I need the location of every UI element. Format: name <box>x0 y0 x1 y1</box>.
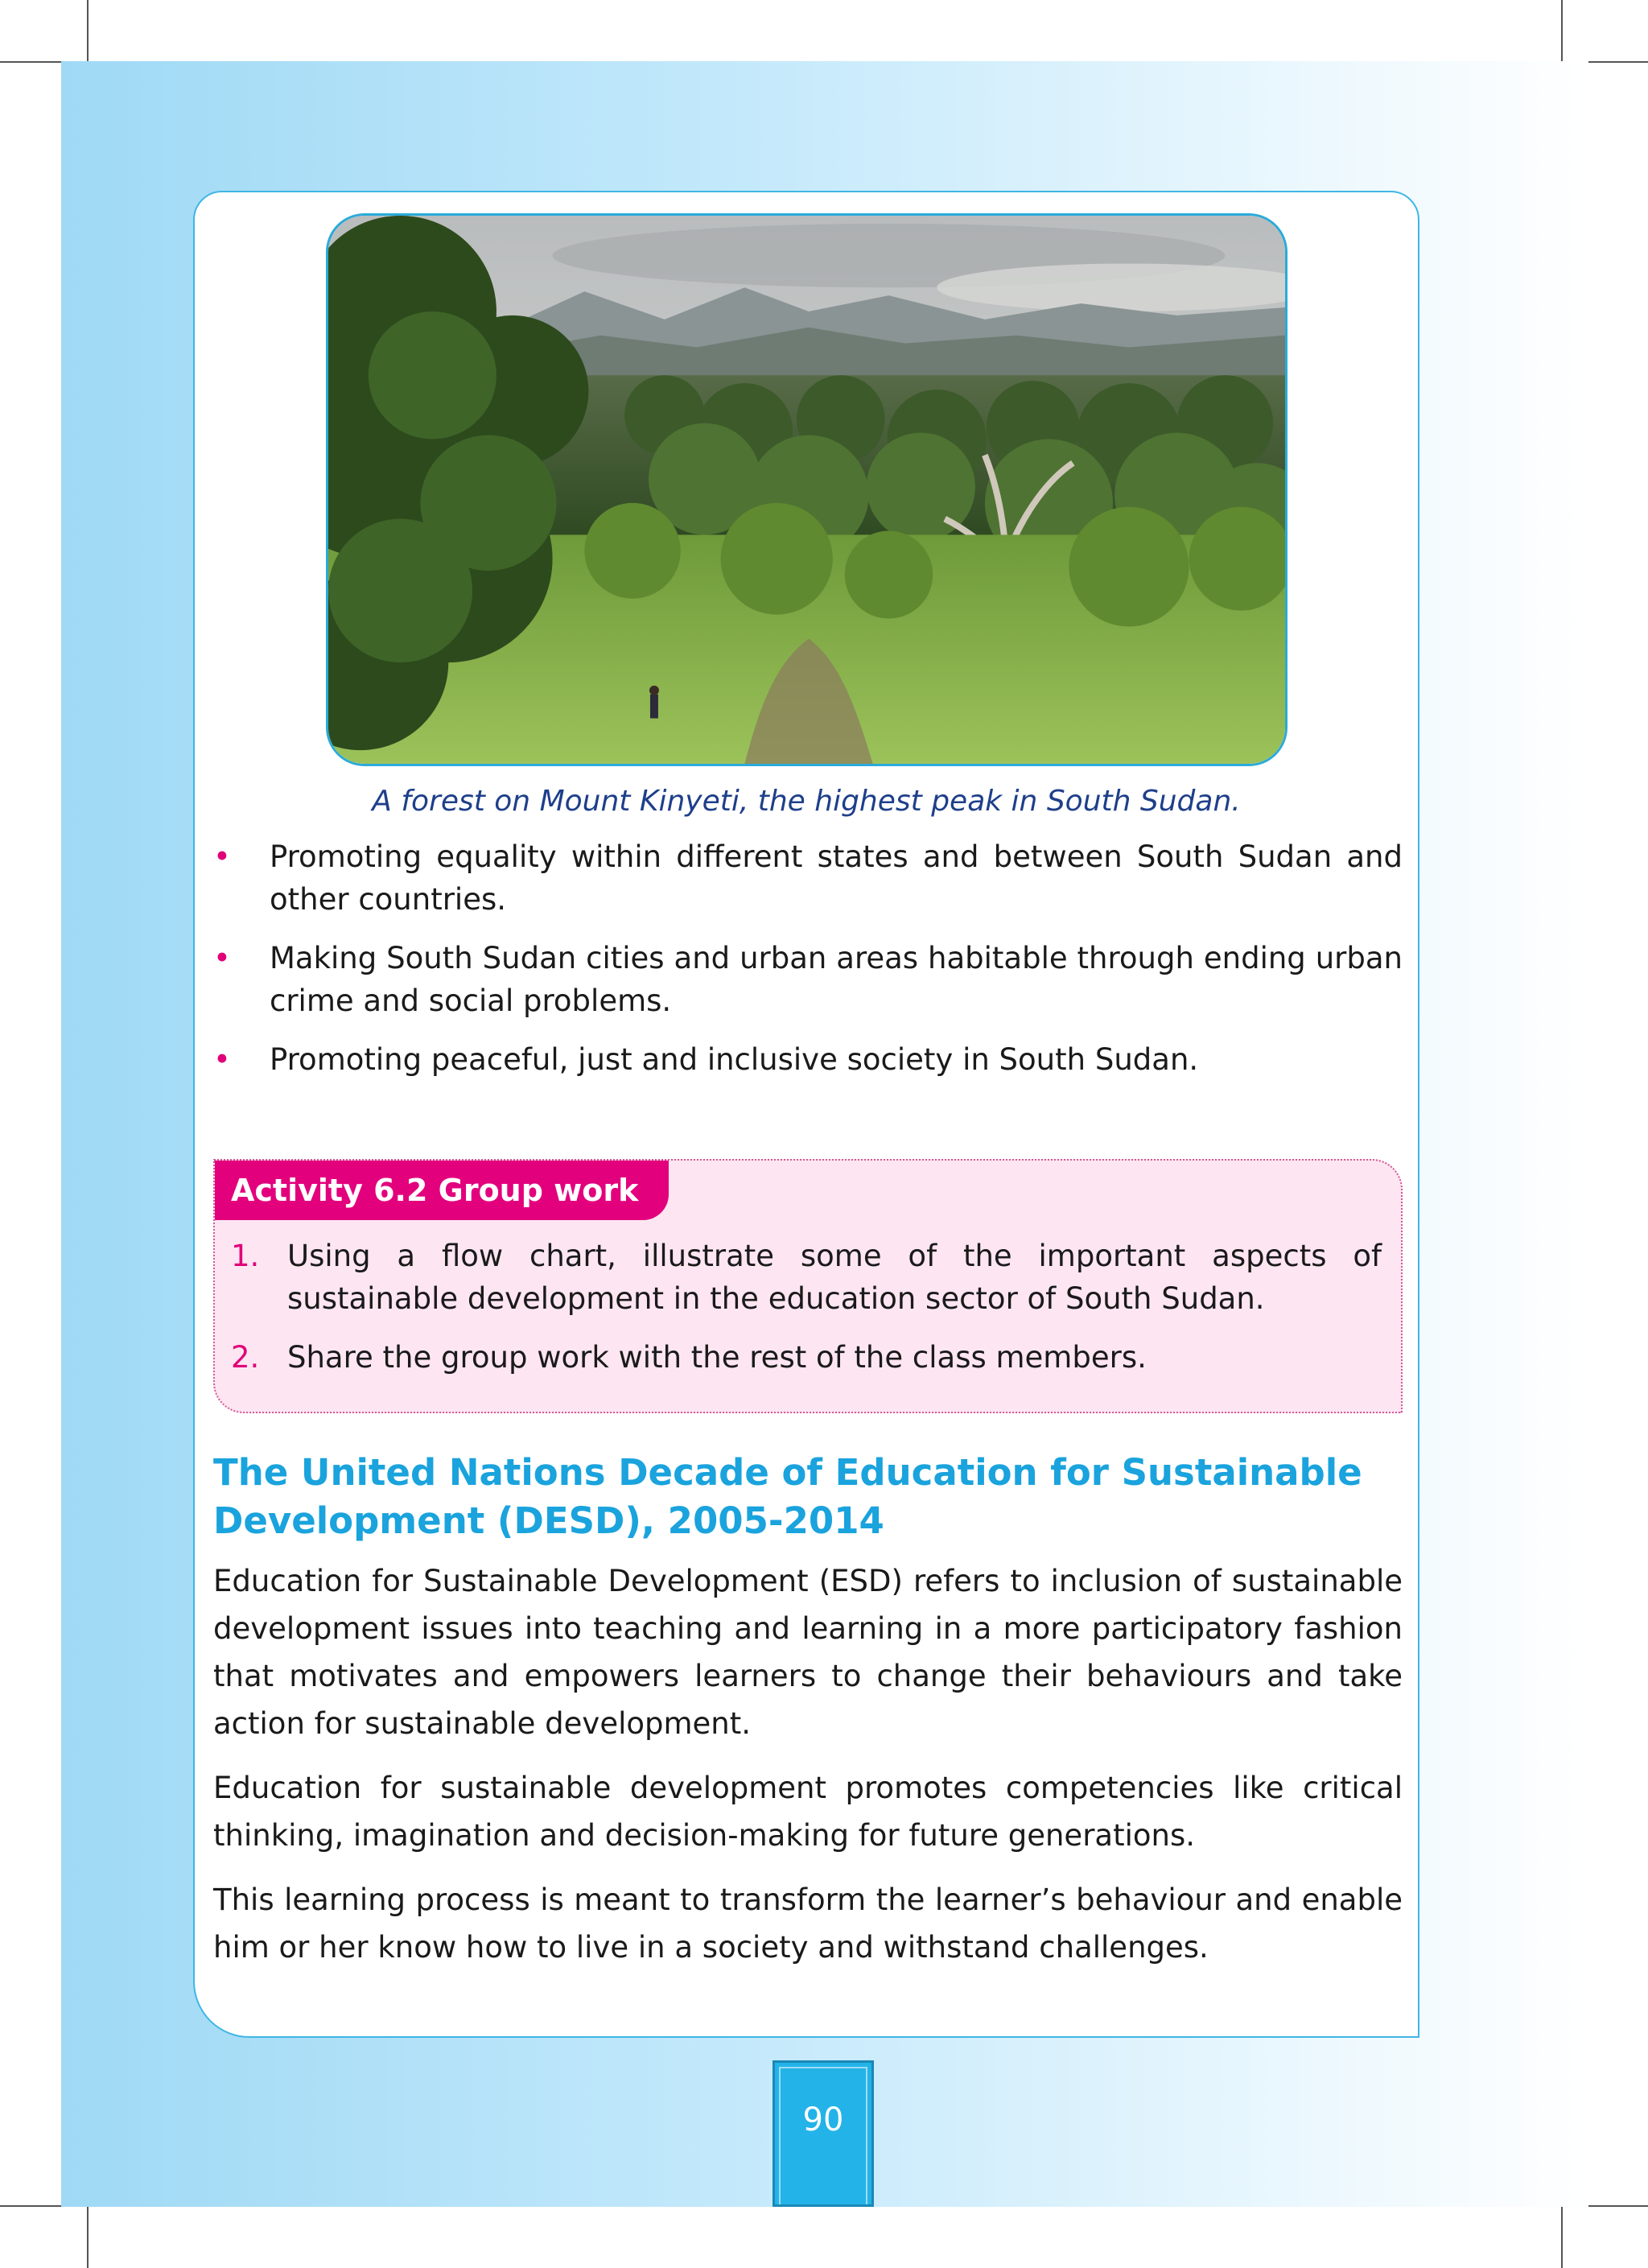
paragraph: Education for Sustainable Development (ESD) refers to inclusion of sustainable development issues into teaching and learning in a more participatory fashion that motivates and empowers learners to change their behaviours and take action for sustainable development. <box>213 1564 1403 1741</box>
bullet-text: Promoting equality within different states and between South Sudan and other countries. <box>270 839 1403 917</box>
bullet-text: Promoting peaceful, just and inclusive society in South Sudan. <box>270 1042 1199 1077</box>
crop-mark <box>1561 2204 1563 2268</box>
forest-photo <box>326 213 1288 766</box>
crop-mark <box>0 2205 64 2207</box>
bullet-text: Making South Sudan cities and urban areas habitable through ending urban crime and social problems. <box>270 941 1403 1018</box>
crop-mark <box>1561 0 1563 64</box>
crop-mark <box>1584 61 1648 63</box>
list-item <box>213 937 1403 1022</box>
page-number <box>772 2060 874 2207</box>
list-item <box>213 835 1403 921</box>
section-heading: The United Nations Decade of Education for Sustainable Development (DESD), 2005-2014 <box>213 1451 1362 1542</box>
page-number-text: 90 <box>802 2101 844 2138</box>
list-item <box>231 1235 1382 1320</box>
section-body <box>213 1557 1403 1988</box>
paragraph: This learning process is meant to transform the learner’s behaviour and enable him or her know how to live in a society and withstand challenges. <box>213 1882 1403 1965</box>
activity-list <box>231 1235 1382 1395</box>
activity-title: Activity 6.2 Group work <box>215 1161 669 1220</box>
crop-mark <box>87 2204 89 2268</box>
list-item <box>213 1038 1403 1081</box>
forest-landscape-image <box>328 216 1285 764</box>
list-item <box>231 1336 1382 1379</box>
bullet-icon: • <box>213 839 231 874</box>
bullet-icon: • <box>213 1042 231 1077</box>
bullet-list <box>213 835 1403 1097</box>
crop-mark <box>87 0 89 64</box>
crop-mark <box>1584 2205 1648 2207</box>
paragraph: Education for sustainable development promotes competencies like critical thinking, imagination and decision-making for future generations. <box>213 1771 1403 1853</box>
crop-mark <box>0 61 64 63</box>
activity-box <box>213 1159 1403 1413</box>
figure-caption: A forest on Mount Kinyeti, the highest peak in South Sudan. <box>372 785 1241 818</box>
bullet-icon: • <box>213 941 231 975</box>
item-text: Share the group work with the rest of the class members. <box>287 1340 1147 1375</box>
item-number: 1. <box>231 1239 260 1273</box>
item-text: Using a flow chart, illustrate some of the important aspects of sustainable development in the education sector of South Sudan. <box>287 1239 1382 1316</box>
item-number: 2. <box>231 1340 260 1375</box>
